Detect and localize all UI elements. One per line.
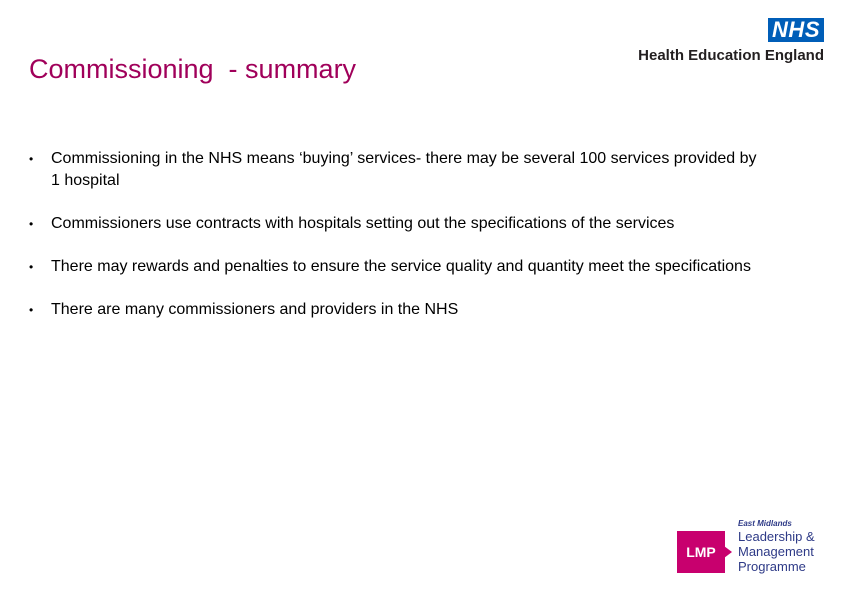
- bullet-text: There are many commissioners and providers in the NHS: [51, 301, 459, 318]
- lmp-mark: LMP: [677, 531, 725, 573]
- list-item: [29, 256, 769, 278]
- list-item: [29, 299, 769, 321]
- bullet-list: [29, 148, 769, 342]
- list-item: [29, 213, 769, 235]
- bullet-text: Commissioning in the NHS means ‘buying’ services- there may be several 100 services provided by 1 hospital: [51, 150, 757, 189]
- bullet-dot: •: [29, 152, 34, 166]
- lmp-line-1: Leadership &: [738, 529, 815, 544]
- bullet-dot: •: [29, 217, 34, 231]
- bullet-dot: •: [29, 260, 34, 274]
- list-item: [29, 148, 769, 192]
- nhs-mark: NHS: [768, 18, 824, 42]
- lmp-line-3: Programme: [738, 559, 806, 574]
- nhs-logo: [638, 18, 824, 64]
- bullet-text: There may rewards and penalties to ensure the service quality and quantity meet the specifications: [51, 258, 751, 275]
- bullet-dot: •: [29, 303, 34, 317]
- lmp-logo: [677, 518, 837, 580]
- lmp-line-2: Management: [738, 544, 814, 559]
- slide-title: Commissioning - summary: [29, 54, 357, 84]
- bullet-text: Commissioners use contracts with hospitals setting out the specifications of the services: [51, 215, 675, 232]
- lmp-wordmark: [738, 518, 815, 574]
- organisation-name: Health Education England: [638, 47, 824, 64]
- lmp-region: East Midlands: [738, 519, 792, 528]
- arrow-icon: [724, 546, 732, 558]
